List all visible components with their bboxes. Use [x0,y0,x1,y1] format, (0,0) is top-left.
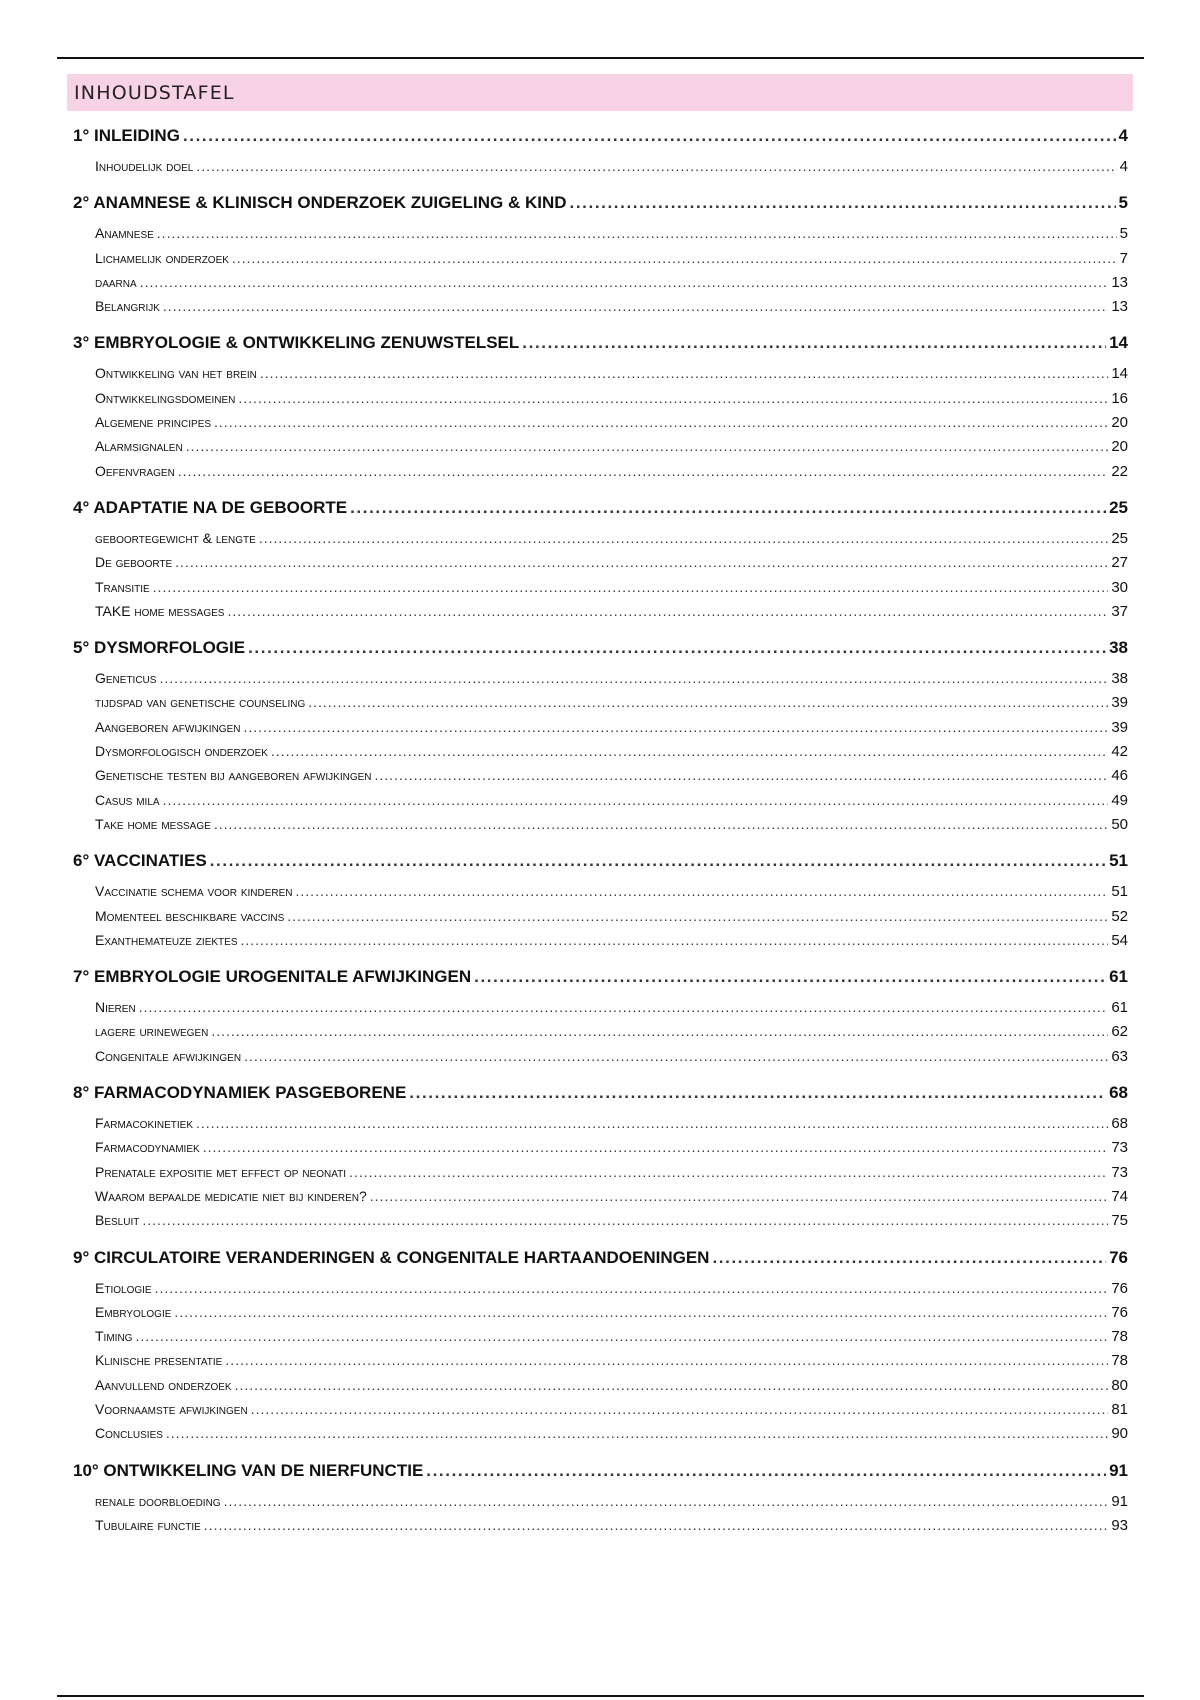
subsection-title: Aangeboren afwijkingen [95,718,241,735]
toc-subsection-link[interactable] [73,154,1128,178]
dot-leader [142,1208,1108,1232]
chapter-title: 7° EMBRYOLOGIE UROGENITALE AFWIJKINGEN [73,967,472,987]
subsection-title: renale doorbloeding [95,1492,221,1509]
toc-subsection-link[interactable] [73,763,1128,787]
dot-leader [259,526,1108,550]
dot-leader [175,550,1108,574]
dot-leader [260,361,1108,385]
dot-leader [203,1135,1109,1159]
chapter-page-number: 4 [1118,126,1128,145]
subsection-title: Algemene principes [95,414,212,431]
subsection-page-number: 90 [1111,1425,1128,1443]
toc-subsection-list [73,879,1128,952]
dot-leader [244,1044,1108,1068]
subsection-title: Oefenvragen [95,462,175,479]
dot-leader [248,629,1106,666]
toc-subsection-link[interactable] [73,904,1128,928]
dot-leader [238,386,1108,410]
toc-subsection-link[interactable] [73,575,1128,599]
toc-subsection-link[interactable] [73,879,1128,903]
subsection-title: daarna [95,273,137,290]
subsection-title: Lichamelijk onderzoek [95,249,229,266]
subsection-title: Nieren [95,999,136,1016]
dot-leader [210,842,1106,879]
chapter-title: 1° INLEIDING [73,126,180,145]
dot-leader [214,410,1108,434]
dot-leader [251,1397,1109,1421]
toc-subsection-link[interactable] [73,221,1128,245]
chapter-page-number: 5 [1118,193,1128,213]
dot-leader [409,1074,1106,1111]
toc-subsection-link[interactable] [73,1019,1128,1043]
toc-subsection-link[interactable] [73,434,1128,458]
subsection-title: De geboorte [95,554,173,571]
subsection-page-number: 38 [1111,670,1128,688]
dot-leader [235,1373,1109,1397]
subsection-page-number: 5 [1119,225,1128,243]
toc-title: INHOUDSTAFEL [74,81,235,104]
subsection-page-number: 7 [1119,249,1128,267]
subsection-title: Geneticus [95,670,157,687]
subsection-title: Farmacokinetiek [95,1115,194,1132]
subsection-page-number: 51 [1111,883,1128,901]
dot-leader [243,715,1108,739]
subsection-title: Besluit [95,1212,140,1229]
subsection-title: Tubulaire functie [95,1516,201,1533]
subsection-title: Waarom bepaalde medicatie niet bij kinderen? [95,1187,367,1204]
toc-subsection-link[interactable] [73,928,1128,952]
subsection-title: lagere urinewegen [95,1023,209,1040]
toc-subsection-link[interactable] [73,361,1128,385]
subsection-title: Aanvullend onderzoek [95,1376,232,1393]
toc-subsection-link[interactable] [73,1324,1128,1348]
dot-leader [183,117,1116,154]
toc-subsection-link[interactable] [73,599,1128,623]
subsection-page-number: 74 [1111,1187,1128,1205]
subsection-page-number: 62 [1111,1023,1128,1041]
toc-chapter [73,117,1128,178]
dot-leader [712,1239,1106,1276]
toc-chapter [73,489,1128,623]
dot-leader [374,763,1108,787]
dot-leader [163,788,1109,812]
subsection-page-number: 39 [1111,718,1128,736]
subsection-page-number: 73 [1111,1139,1128,1157]
subsection-title: Casus mila [95,791,160,808]
subsection-page-number: 37 [1111,602,1128,620]
subsection-page-number: 13 [1111,273,1128,291]
dot-leader [370,1184,1109,1208]
dot-leader [308,690,1108,714]
dot-leader [155,1276,1109,1300]
subsection-page-number: 16 [1111,389,1128,407]
toc-subsection-link[interactable] [73,1208,1128,1232]
dot-leader [140,270,1109,294]
subsection-page-number: 93 [1111,1516,1128,1534]
dot-leader [271,739,1108,763]
toc-chapter-link[interactable] [73,1452,1128,1489]
toc-chapter [73,1452,1128,1538]
subsection-page-number: 76 [1111,1279,1128,1297]
toc-chapter-link[interactable] [73,958,1128,995]
toc-subsection-link[interactable] [73,1373,1128,1397]
subsection-title: TAKE home messages [95,602,225,619]
subsection-page-number: 39 [1111,694,1128,712]
subsection-page-number: 25 [1111,529,1128,547]
dot-leader [186,434,1109,458]
toc-subsection-list [73,1276,1128,1446]
subsection-title: Momenteel beschikbare vaccins [95,907,285,924]
top-rule [57,57,1144,59]
subsection-title: Klinische presentatie [95,1352,223,1369]
subsection-page-number: 13 [1111,298,1128,316]
toc-subsection-list [73,666,1128,836]
toc-subsection-link[interactable] [73,1160,1128,1184]
subsection-title: Take home message [95,815,211,832]
subsection-title: Conclusies [95,1425,163,1442]
subsection-title: Timing [95,1328,133,1345]
subsection-page-number: 73 [1111,1163,1128,1181]
toc-subsection-link[interactable] [73,715,1128,739]
toc-subsection-link[interactable] [73,1489,1128,1513]
subsection-page-number: 50 [1111,815,1128,833]
toc-subsection-link[interactable] [73,1421,1128,1445]
dot-leader [139,995,1109,1019]
dot-leader [287,904,1108,928]
chapter-page-number: 51 [1109,851,1128,871]
toc-subsection-link[interactable] [73,788,1128,812]
toc-subsection-link[interactable] [73,526,1128,550]
dot-leader [159,666,1108,690]
dot-leader [522,324,1106,361]
toc-chapter [73,1239,1128,1446]
subsection-title: Ontwikkeling van het brein [95,365,257,382]
subsection-page-number: 46 [1111,767,1128,785]
chapter-title: 8° FARMACODYNAMIEK PASGEBORENE [73,1083,407,1103]
dot-leader [227,599,1108,623]
subsection-page-number: 42 [1111,743,1128,761]
subsection-title: Inhoudelijk doel [95,158,194,174]
subsection-title: Ontwikkelingsdomeinen [95,389,236,406]
chapter-page-number: 76 [1109,1247,1128,1267]
subsection-page-number: 27 [1111,554,1128,572]
subsection-page-number: 4 [1119,158,1128,175]
chapter-title: 4° ADAPTATIE NA DE GEBOORTE [73,497,348,517]
toc-subsection-link[interactable] [73,739,1128,763]
subsection-title: Exanthemateuze ziektes [95,931,238,948]
subsection-page-number: 30 [1111,578,1128,596]
chapter-page-number: 38 [1109,638,1128,658]
subsection-title: Anamnese [95,225,154,242]
toc-subsection-link[interactable] [73,410,1128,434]
chapter-title: 2° ANAMNESE & KLINISCH ONDERZOEK ZUIGELING & KIND [73,193,567,213]
subsection-title: geboortegewicht & lengte [95,529,256,546]
toc-chapter-link[interactable] [73,324,1128,361]
chapter-title: 10° ONTWIKKELING VAN DE NIERFUNCTIE [73,1460,424,1480]
toc-subsection-link[interactable] [73,1111,1128,1135]
dot-leader [296,879,1109,903]
subsection-page-number: 54 [1111,931,1128,949]
dot-leader [174,1300,1108,1324]
toc-chapter-link[interactable] [73,1074,1128,1111]
dot-leader [225,1348,1108,1372]
subsection-title: tijdspad van genetische counseling [95,694,306,711]
chapter-page-number: 61 [1109,967,1128,987]
subsection-page-number: 76 [1111,1303,1128,1321]
subsection-page-number: 49 [1111,791,1128,809]
dot-leader [196,154,1116,178]
toc-subsection-list [73,526,1128,623]
chapter-page-number: 91 [1109,1460,1128,1480]
toc-chapter [73,842,1128,952]
toc-subsection-link[interactable] [73,270,1128,294]
toc-chapter-link[interactable] [73,629,1128,666]
chapter-page-number: 14 [1109,333,1128,353]
chapter-title: 9° CIRCULATOIRE VERANDERINGEN & CONGENITALE HARTAANDOENINGEN [73,1247,710,1267]
toc-chapter-link[interactable] [73,1239,1128,1276]
toc-subsection-link[interactable] [73,995,1128,1019]
subsection-page-number: 91 [1111,1492,1128,1510]
dot-leader [232,246,1117,270]
toc-subsection-link[interactable] [73,386,1128,410]
subsection-title: Congenitale afwijkingen [95,1047,242,1064]
toc-header [67,74,1133,111]
subsection-title: Alarmsignalen [95,438,183,455]
toc-subsection-link[interactable] [73,1300,1128,1324]
dot-leader [196,1111,1108,1135]
subsection-title: Embryologie [95,1303,172,1320]
toc-subsection-link[interactable] [73,1184,1128,1208]
toc-subsection-list [73,995,1128,1068]
dot-leader [135,1324,1108,1348]
toc-subsection-link[interactable] [73,459,1128,483]
toc-subsection-list [73,361,1128,482]
toc-subsection-link[interactable] [73,690,1128,714]
toc-subsection-list [73,221,1128,318]
dot-leader [214,812,1109,836]
subsection-page-number: 81 [1111,1400,1128,1418]
dot-leader [211,1019,1108,1043]
subsection-page-number: 68 [1111,1115,1128,1133]
subsection-page-number: 14 [1111,365,1128,383]
chapter-title: 6° VACCINATIES [73,851,207,871]
dot-leader [349,1160,1108,1184]
subsection-page-number: 52 [1111,907,1128,925]
toc-chapter-link[interactable] [73,117,1128,154]
chapter-title: 5° DYSMORFOLOGIE [73,638,246,658]
dot-leader [224,1489,1109,1513]
toc-subsection-link[interactable] [73,550,1128,574]
toc-chapter-link[interactable] [73,842,1128,879]
toc-subsection-link[interactable] [73,294,1128,318]
subsection-page-number: 20 [1111,414,1128,432]
toc-chapter-link[interactable] [73,184,1128,221]
subsection-title: Prenatale expositie met effect op neonati [95,1163,347,1180]
toc-subsection-link[interactable] [73,1044,1128,1068]
subsection-title: Genetische testen bij aangeboren afwijkingen [95,767,372,784]
toc-subsection-link[interactable] [73,1397,1128,1421]
dot-leader [157,221,1117,245]
toc-subsection-link[interactable] [73,1348,1128,1372]
toc-chapter [73,958,1128,1068]
toc-subsection-link[interactable] [73,1276,1128,1300]
toc-chapter [73,629,1128,836]
toc-subsection-link[interactable] [73,1513,1128,1537]
toc-subsection-list [73,1111,1128,1232]
subsection-title: Belangrijk [95,298,160,315]
dot-leader [426,1452,1106,1489]
subsection-title: Transitie [95,578,150,595]
dot-leader [474,958,1106,995]
subsection-page-number: 75 [1111,1212,1128,1230]
chapter-title: 3° EMBRYOLOGIE & ONTWIKKELING ZENUWSTELSEL [73,333,520,353]
dot-leader [350,489,1106,526]
toc-chapter [73,324,1128,482]
subsection-page-number: 80 [1111,1376,1128,1394]
bottom-rule [57,1695,1144,1697]
subsection-title: Vaccinatie schema voor kinderen [95,883,293,900]
subsection-title: Voornaamste afwijkingen [95,1400,248,1417]
subsection-page-number: 20 [1111,438,1128,456]
toc-subsection-list [73,1489,1128,1538]
toc-chapter [73,1074,1128,1232]
toc-subsection-link[interactable] [73,246,1128,270]
toc-chapter [73,184,1128,318]
chapter-page-number: 25 [1109,497,1128,517]
subsection-title: Dysmorfologisch onderzoek [95,743,268,760]
subsection-title: Etiologie [95,1279,152,1296]
subsection-page-number: 22 [1111,462,1128,480]
subsection-page-number: 78 [1111,1352,1128,1370]
toc-subsection-link[interactable] [73,666,1128,690]
subsection-page-number: 63 [1111,1047,1128,1065]
chapter-page-number: 68 [1109,1083,1128,1103]
subsection-page-number: 61 [1111,999,1128,1017]
dot-leader [570,184,1116,221]
dot-leader [166,1421,1108,1445]
toc-chapter-link[interactable] [73,489,1128,526]
toc-subsection-link[interactable] [73,812,1128,836]
dot-leader [163,294,1108,318]
dot-leader [178,459,1109,483]
toc-subsection-list [73,154,1128,178]
table-of-contents [73,117,1128,1537]
toc-subsection-link[interactable] [73,1135,1128,1159]
dot-leader [241,928,1109,952]
subsection-page-number: 78 [1111,1328,1128,1346]
dot-leader [204,1513,1109,1537]
subsection-title: Farmacodynamiek [95,1139,200,1156]
dot-leader [153,575,1109,599]
